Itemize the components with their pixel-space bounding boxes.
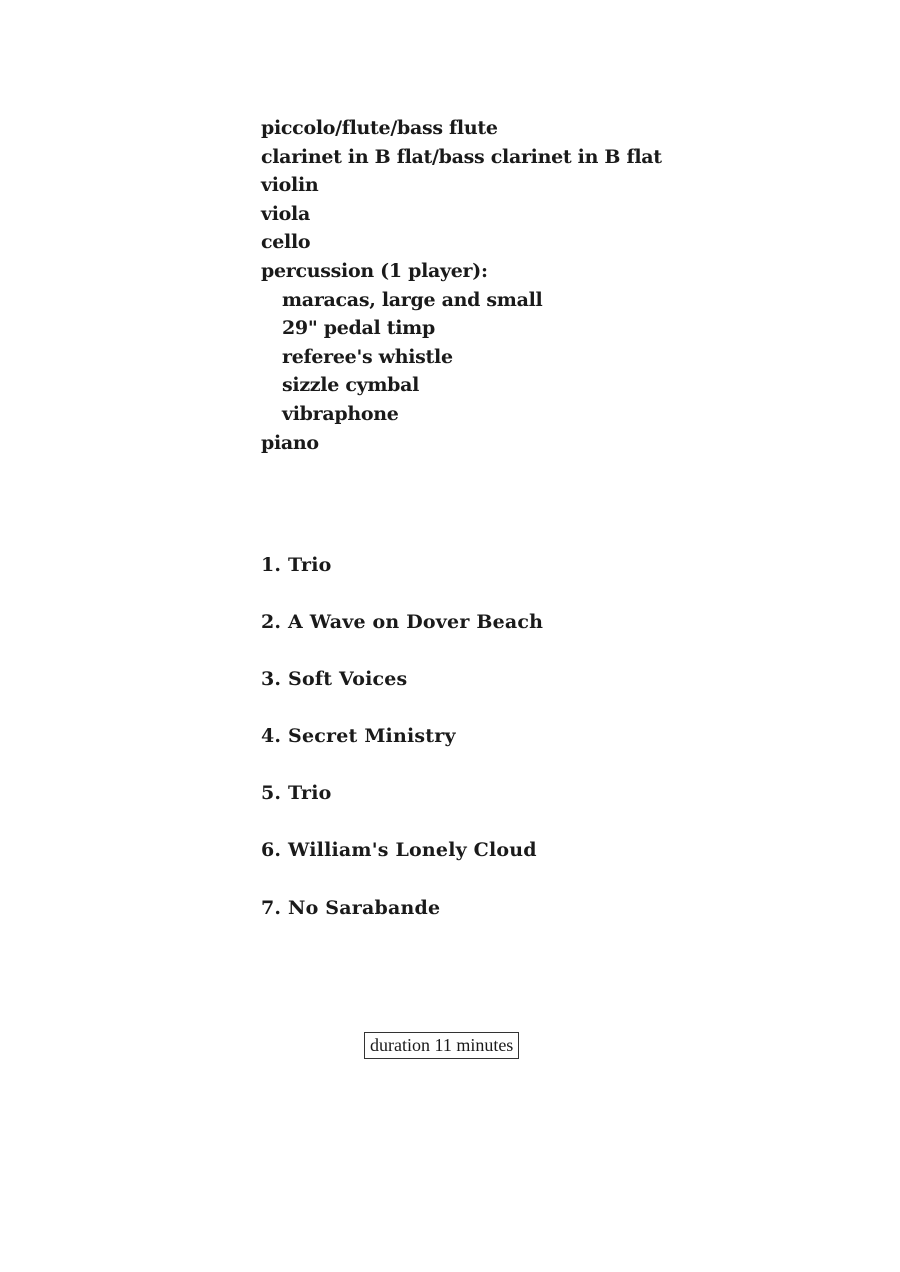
instrument-viola: viola	[261, 202, 310, 225]
percussion-item-sizzle-cymbal: sizzle cymbal	[282, 374, 420, 397]
instrument-clarinet: clarinet in B flat/bass clarinet in B flat	[261, 145, 662, 168]
percussion-item-pedal-timp: 29" pedal timp	[282, 317, 435, 340]
percussion-item-vibraphone: vibraphone	[282, 402, 399, 425]
instrument-piano: piano	[261, 431, 319, 454]
instrument-violin: violin	[261, 174, 319, 197]
movement-4: 4. Secret Ministry	[261, 725, 456, 748]
movement-2: 2. A Wave on Dover Beach	[261, 611, 544, 634]
percussion-item-referee-whistle: referee's whistle	[282, 345, 453, 368]
movement-7: 7. No Sarabande	[261, 896, 441, 919]
instrument-percussion: percussion (1 player):	[261, 259, 488, 282]
movement-5: 5. Trio	[261, 782, 332, 805]
percussion-item-maracas: maracas, large and small	[282, 288, 543, 311]
instrument-cello: cello	[261, 231, 311, 254]
instrumentation-list	[261, 114, 662, 457]
movement-list	[261, 549, 543, 949]
movement-6: 6. William's Lonely Cloud	[261, 839, 537, 862]
duration-box: duration 11 minutes	[364, 1032, 519, 1059]
movement-3: 3. Soft Voices	[261, 668, 408, 691]
instrument-piccolo-flute: piccolo/flute/bass flute	[261, 117, 498, 139]
movement-1: 1. Trio	[261, 554, 332, 576]
